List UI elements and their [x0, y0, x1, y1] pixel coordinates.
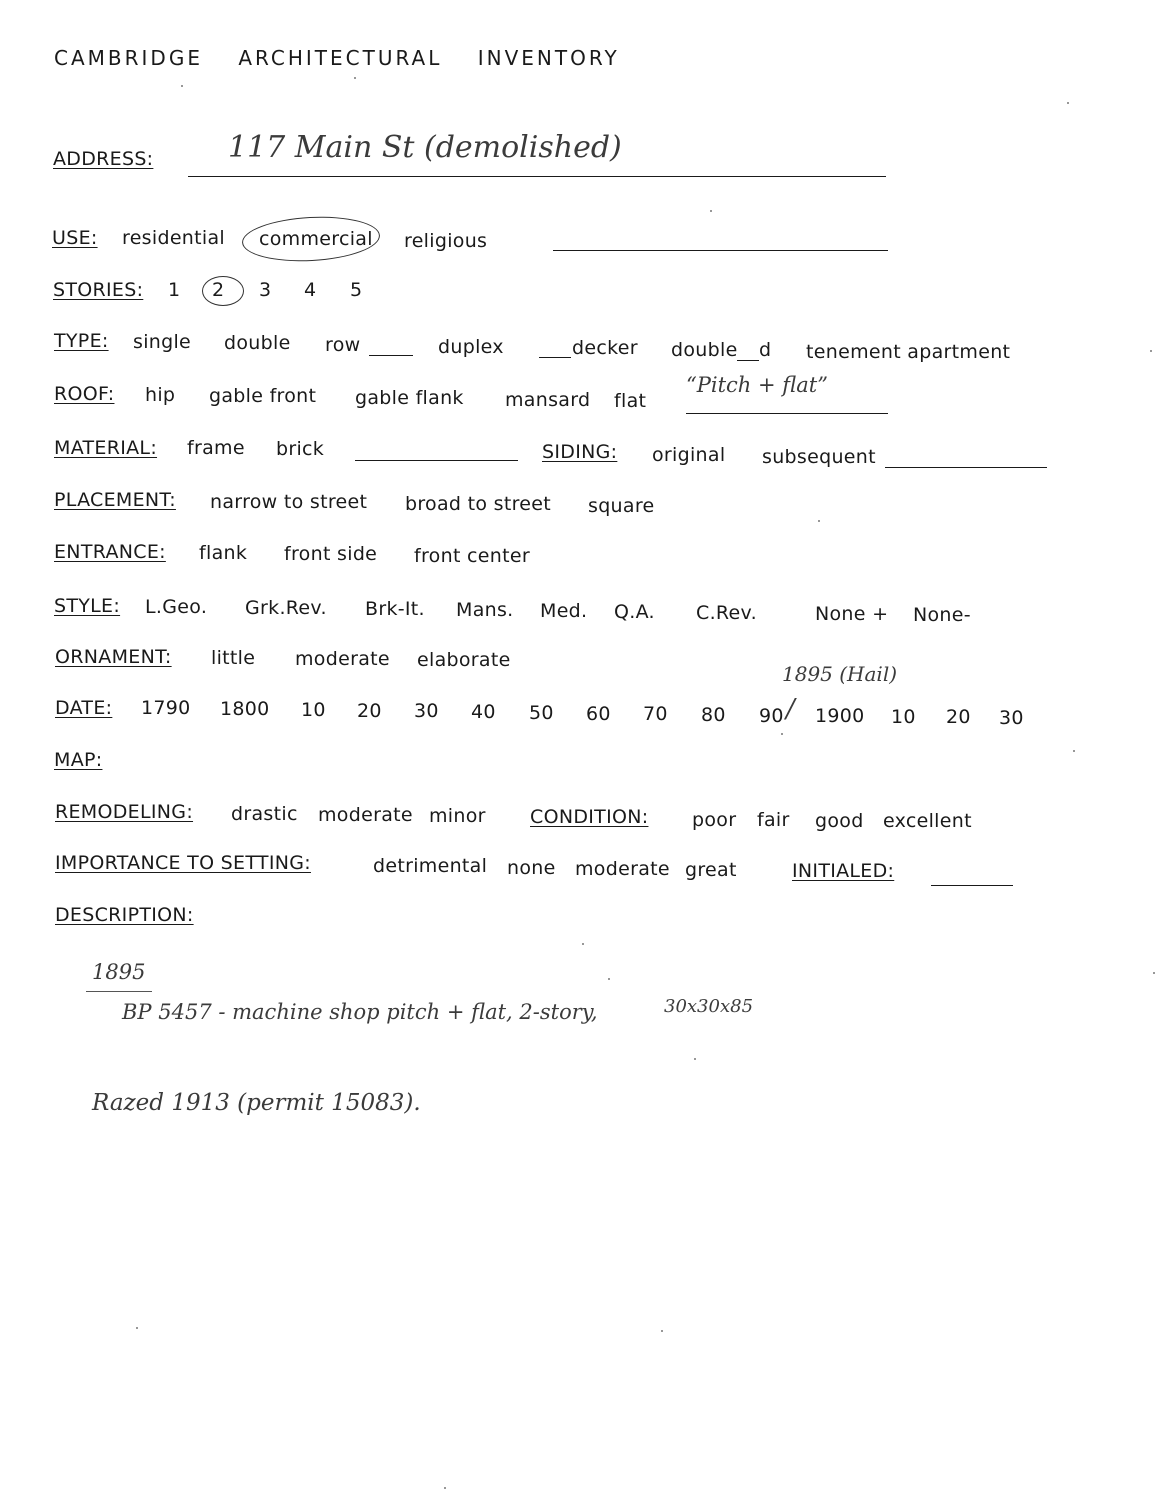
ornament-label: ORNAMENT: [55, 646, 172, 668]
scan-speck [1150, 350, 1152, 352]
scan-speck [818, 520, 820, 522]
roof-option-gable-front: gable front [209, 385, 317, 407]
style-option-qa: Q.A. [614, 601, 655, 623]
selection-circle-commercial [241, 213, 381, 264]
date-handwritten-note: 1895 (Hail) [782, 662, 898, 686]
roof-other-line [686, 413, 888, 414]
address-value: 117 Main St (demolished) [228, 130, 622, 165]
date-option-40: 40 [471, 701, 496, 723]
placement-label: PLACEMENT: [54, 489, 176, 511]
use-option-commercial: commercial [259, 228, 373, 250]
condition-option-good: good [815, 810, 864, 832]
style-option-med: Med. [540, 600, 588, 622]
roof-other-value: “Pitch + flat” [686, 373, 828, 397]
condition-option-fair: fair [757, 809, 790, 831]
date-option-1900: 1900 [815, 705, 865, 727]
scan-speck [694, 1058, 696, 1060]
date-slash-mark: / [786, 694, 795, 724]
style-option-crev: C.Rev. [696, 602, 757, 624]
style-option-grkrev: Grk.Rev. [245, 597, 327, 619]
importance-option-none: none [507, 857, 556, 879]
use-option-religious: religious [404, 230, 488, 252]
date-option-50: 50 [529, 702, 554, 724]
scan-speck [1067, 102, 1069, 104]
siding-other-line [885, 467, 1047, 468]
roof-option-gable-flank: gable flank [355, 387, 464, 409]
scan-speck [136, 1327, 138, 1329]
date-option-60: 60 [586, 703, 611, 725]
style-option-lgeo: L.Geo. [145, 596, 208, 618]
entrance-option-front-side: front side [284, 543, 378, 565]
scan-speck [444, 1487, 446, 1489]
date-option-1920: 20 [946, 706, 971, 728]
title-word-1: CAMBRIDGE [54, 46, 203, 70]
siding-option-subsequent: subsequent [762, 446, 876, 468]
date-option-1800: 1800 [220, 698, 270, 720]
selection-circle-stories-2 [202, 276, 244, 306]
remodeling-option-minor: minor [429, 805, 486, 827]
style-option-brkit: Brk-It. [365, 598, 425, 620]
address-label: ADDRESS: [53, 148, 154, 170]
scan-speck [1153, 972, 1155, 974]
roof-option-flat: flat [614, 390, 647, 412]
stories-option-2: 2 [212, 279, 225, 301]
date-option-20: 20 [357, 700, 382, 722]
date-option-10: 10 [301, 699, 326, 721]
siding-option-original: original [652, 444, 726, 466]
stories-option-3: 3 [259, 279, 272, 301]
initialed-label: INITIALED: [792, 860, 895, 882]
type-option-tenement-apartment: tenement apartment [806, 341, 1011, 363]
initialed-line [931, 885, 1013, 886]
entrance-option-flank: flank [199, 542, 248, 564]
title-word-3: INVENTORY [477, 46, 620, 70]
ornament-option-elaborate: elaborate [417, 649, 511, 671]
remodeling-option-drastic: drastic [231, 803, 298, 825]
description-line-2: Razed 1913 (permit 15083). [92, 1090, 421, 1116]
date-label: DATE: [55, 697, 113, 719]
siding-label: SIDING: [542, 441, 618, 463]
importance-label: IMPORTANCE TO SETTING: [55, 852, 311, 874]
type-decker-blank [539, 357, 571, 358]
material-other-line [355, 460, 518, 461]
date-option-90: 90 [759, 705, 784, 727]
date-option-1930: 30 [999, 707, 1024, 729]
style-option-mans: Mans. [456, 599, 514, 621]
stories-option-5: 5 [350, 279, 363, 301]
importance-option-detrimental: detrimental [373, 855, 488, 877]
placement-option-square: square [588, 495, 655, 517]
placement-option-narrow: narrow to street [210, 491, 368, 513]
description-dimensions: 30x30x85 [664, 996, 754, 1017]
style-option-none-minus: None- [913, 604, 971, 626]
map-label: MAP: [54, 749, 103, 771]
description-year-underline [86, 991, 152, 992]
description-year: 1895 [92, 960, 146, 984]
type-option-double-d: double [671, 339, 738, 361]
condition-option-poor: poor [692, 809, 737, 831]
scan-speck [781, 733, 783, 735]
description-label: DESCRIPTION: [55, 904, 194, 926]
scan-speck [661, 1330, 663, 1332]
use-label: USE: [52, 227, 98, 249]
style-option-none-plus: None + [815, 603, 889, 625]
stories-label: STORIES: [53, 279, 144, 301]
date-option-70: 70 [643, 703, 668, 725]
type-row-blank [369, 355, 413, 356]
entrance-label: ENTRANCE: [54, 541, 166, 563]
title-word-2: ARCHITECTURAL [238, 46, 443, 70]
stories-option-1: 1 [168, 279, 181, 301]
roof-option-mansard: mansard [505, 389, 591, 411]
remodeling-label: REMODELING: [55, 801, 194, 823]
type-label: TYPE: [54, 330, 109, 352]
scan-speck [354, 77, 356, 79]
type-option-d: d [759, 339, 772, 361]
type-option-double: double [224, 332, 291, 354]
roof-label: ROOF: [54, 383, 115, 405]
condition-label: CONDITION: [530, 806, 649, 828]
material-option-brick: brick [276, 438, 325, 460]
type-double-blank [737, 360, 759, 361]
remodeling-option-moderate: moderate [318, 804, 413, 826]
date-option-30: 30 [414, 700, 439, 722]
description-line-1: BP 5457 - machine shop pitch + flat, 2-story, [122, 1000, 598, 1024]
entrance-option-front-center: front center [414, 545, 530, 567]
date-option-1910: 10 [891, 706, 916, 728]
date-option-1790: 1790 [141, 697, 191, 719]
stories-option-4: 4 [304, 279, 317, 301]
scan-speck [608, 978, 610, 980]
type-option-duplex: duplex [438, 336, 504, 358]
scan-speck [181, 85, 183, 87]
material-option-frame: frame [187, 437, 245, 459]
type-option-single: single [133, 331, 192, 353]
use-other-line [553, 250, 888, 251]
use-option-residential: residential [122, 227, 226, 249]
scan-speck [582, 943, 584, 945]
address-line [188, 176, 886, 177]
date-option-80: 80 [701, 704, 726, 726]
roof-option-hip: hip [145, 384, 176, 406]
importance-option-great: great [685, 859, 737, 881]
type-option-decker: decker [572, 337, 638, 359]
importance-option-moderate: moderate [575, 858, 670, 880]
style-label: STYLE: [54, 595, 121, 617]
ornament-option-moderate: moderate [295, 648, 390, 670]
placement-option-broad: broad to street [405, 493, 552, 515]
condition-option-excellent: excellent [883, 810, 972, 832]
form-title [54, 46, 620, 70]
material-label: MATERIAL: [54, 437, 158, 459]
type-option-row: row [325, 334, 361, 356]
ornament-option-little: little [211, 647, 256, 669]
scan-speck [710, 210, 712, 212]
scan-speck [1073, 750, 1075, 752]
